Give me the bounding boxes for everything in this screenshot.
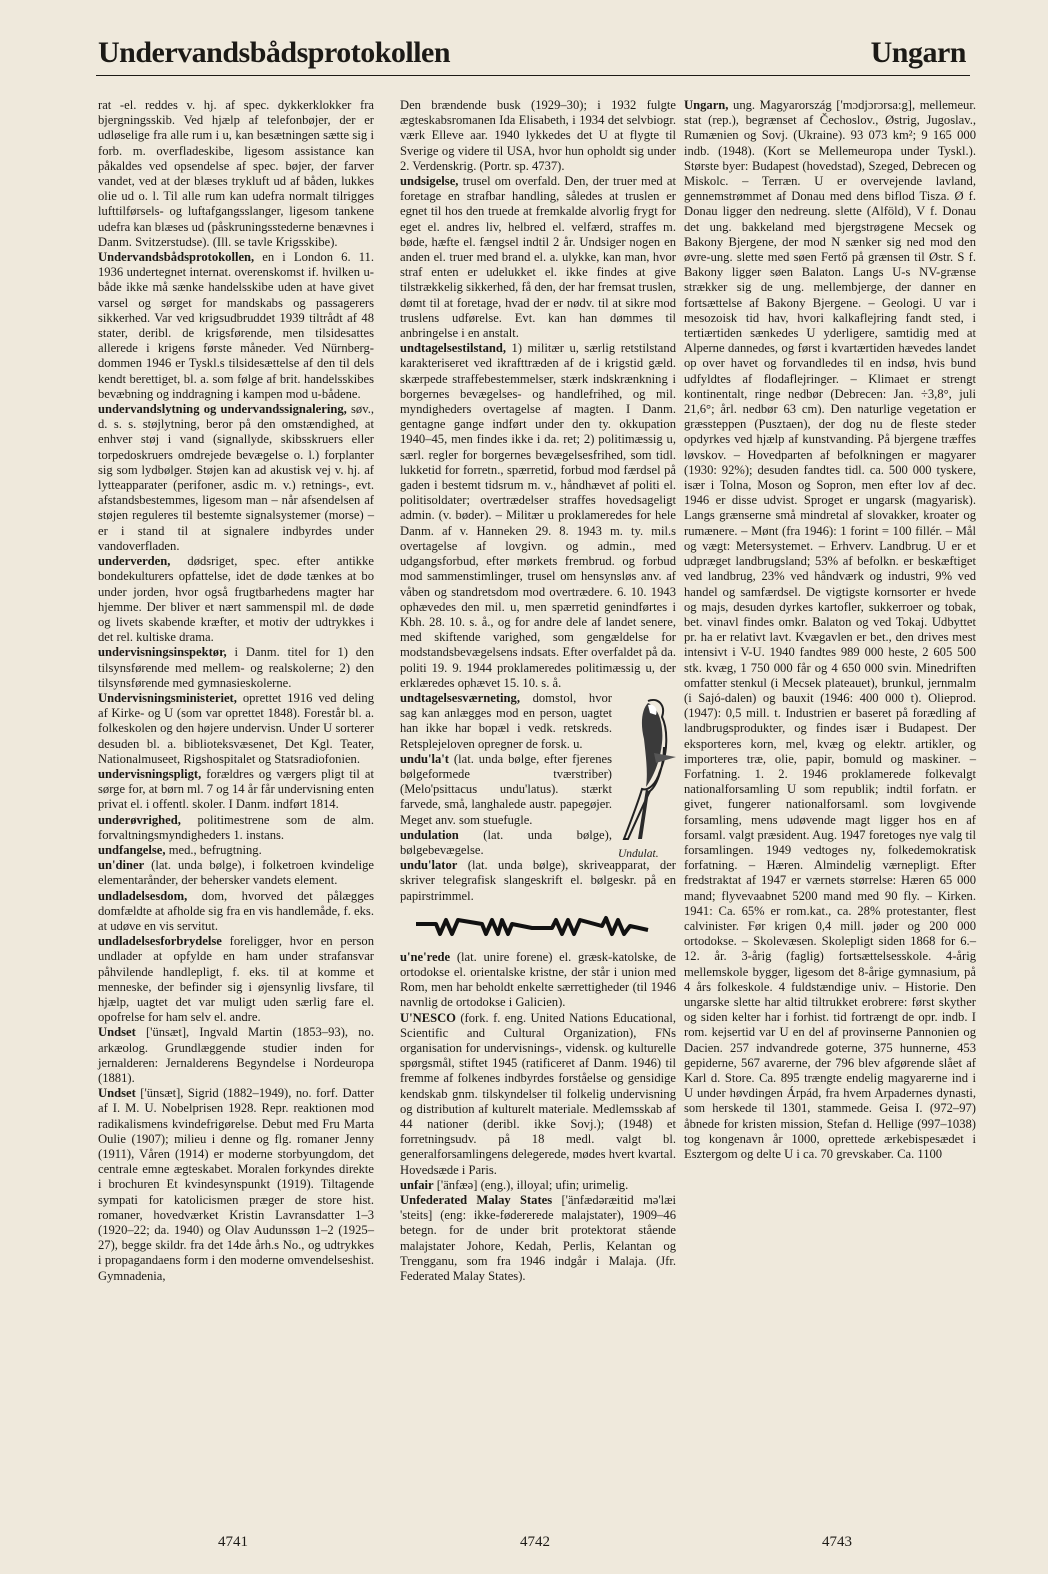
- entry-text: 1) militær u, særlig retstilstand karakteriseret ved ikrafttræden af de i krigstid gæld. skærpede straffebestemmelser, stærk indskrænkning i borgernes bevægelses- og handlefrihed, og mil. myndigheders overtagelse af magten. I Danm. gentagne gange indført under den ty. okkupation 1940–45, men findes ikke i da. ret; 2) politimæssig u, særl. regler for borgernes bevægelsesfrihed, som tidl. lukketid for forretn., spærretid, forbud mod færdsel på gaden i bestemt tidsrum m. v., håndhævet af politi el. politisoldater; overtrædelser straffes hovedsageligt admin. (v. bøder). – Militær u proklameredes for hele Danm. af v. Hanneken 29. 8. 1943 m. ty. mil.s overtagelse af lovgivn. og admin., med udgangsforbud, efter mørkets frembrud. og forbud mod sammenstimlinger, trusel om hensynsløs anv. af våben og standretsdom mod overtrædere. 6. 10. 1943 ophævedes den mil. u, men spærretid genindførtes i Kbh. 28. 10. s. å., og for andre dele af landet senere, med skiftende varighed, som gengældelse for modstandsbevægelsens indsats. Efter overfaldet på da. politi 19. 9. 1944 proklameredes politimæssig u, der erklæredes ophævet 15. 10. s. å.: [400, 341, 676, 690]
- entry-headword: undtagelsesværneting,: [400, 690, 520, 705]
- entry-headword: Unfederated Malay States: [400, 1193, 553, 1208]
- entry-text: med., befrugtning.: [165, 842, 262, 857]
- entry-headword: Undset: [98, 1025, 136, 1040]
- dictionary-entry: [400, 858, 676, 904]
- entry-headword: undulation: [400, 827, 459, 842]
- page-number-3: 4743: [822, 1534, 852, 1550]
- entry-text: rat -el. reddes v. hj. af spec. dykkerklokker fra bjergningsskib. Ved hjælp af telefonbøjer, der er udløselige fra alle rum i u, kan besætningen sætte sig i forb. m. overfladeskibe, ligesom assistance kan påkaldes ved opsendelse af spec. bøjer, der farver vandet, ved at der blæses trykluft ud af båden, lukkes olie ud o. l. Til alle rum kan udefra normalt tilrigges lufttilførsels- og luftafgangsslanger, ligesom tankene udefra kan blæses ud (påskruningsstederne benævnes i Danm. Svitzerstudse). (Ill. se tavle Krigsskibe).: [98, 98, 374, 249]
- entry-text: (fork. f. eng. United Nations Educational, Scientific and Cultural Organization), FNs organisation for undervisnings-, vidensk. og kulturelle spørgsmål, stiftet 1945 (ratificeret af Danm. 1946) til fremme af folkenes indbyrdes forståelse og gensidige kendskab gnm. tilskyndelser til folkelig undervisning og distribution af kulturelt materiale. Medlemsskab af 44 nationer (deribl. ikke Sovj.); (1948) et forretningsudv. på 18 medl. valgt bl. generalforsamlingens delegerede, mødes hvert kvartal. Hovedsæde i Paris.: [400, 1010, 676, 1177]
- entry-headword: Undset: [98, 1086, 136, 1101]
- entry-headword: undervisningspligt,: [98, 766, 202, 781]
- entry-text: Den brændende busk (1929–30); i 1932 fulgte ægteskabsromanen Ida Elisabeth, i 1934 det selvbiogr. værk Elleve aar. 1940 lykkedes det U at flygte til Sverige og videre til USA, hvor hun opholdt sig under 2. Verdenskrig. (Portr. sp. 4737).: [400, 98, 676, 173]
- dictionary-entry: [98, 402, 374, 554]
- dictionary-entry: [400, 1178, 676, 1193]
- entry-text: søv., d. s. s. støjlytning, beror på den omstændighed, at enhver støj i vand (signallyde, skibsskruers eller torpedoskruers omdrejede bevægelse o. l.) forplanter sig som lydbølger. Støjen kan ad akustisk vej v. hj. af lytteapparater (perifoner, asdic m. v.) retnings-, evt. afstandsbestemmes, ligesom man – når afsendelsen af støjen reguleres til bestemte signalsystemer (morse) – er i stand til at signalere indbyrdes under vandoverfladen.: [98, 402, 374, 553]
- entry-headword: U'NESCO: [400, 1010, 456, 1025]
- dictionary-entry: [98, 813, 374, 843]
- undulator-wave-illustration: [400, 912, 676, 942]
- entry-headword: underøvrighed,: [98, 812, 181, 827]
- entry-headword: Undervandsbådsprotokollen,: [98, 250, 255, 265]
- entry-headword: underverden,: [98, 554, 171, 569]
- entry-headword: undervisningsinspektør,: [98, 645, 227, 660]
- dictionary-entry: [98, 1025, 374, 1086]
- entry-headword: undsigelse,: [400, 174, 459, 189]
- entry-text: forældres og værgers pligt til at sørge for, at børn ml. 7 og 14 år får undervisning enten privat el. i offentl. skoler. I Danm. indført 1814.: [98, 766, 374, 812]
- page-number-2: 4742: [520, 1534, 550, 1550]
- entry-text: foreligger, hvor en person undlader at opfylde en ham under strafansvar påhvilende handlepligt, f. eks. til at komme et menneske, der befinder sig i øjensynlig livsfare, til hjælp, uagtet det var muligt uden særlig fare el. opofrelse for ham selv el. andre.: [98, 934, 374, 1025]
- entry-text: (lat. unda bølge), skriveapparat, der skriver telegrafisk slangeskrift el. bølgeskr. på en papirstrimmel.: [400, 858, 676, 903]
- dictionary-entry: [98, 645, 374, 691]
- dictionary-entry: [98, 98, 374, 250]
- entry-headword: Ungarn,: [684, 98, 729, 112]
- entry-text: ['änfæə] (eng.), illoyal; ufin; urimelig.: [433, 1177, 629, 1192]
- dictionary-entry: [400, 1011, 676, 1178]
- figure-caption: Undulat.: [618, 848, 659, 861]
- entry-headword: undtagelsestilstand,: [400, 341, 507, 356]
- dictionary-entry: [98, 767, 374, 813]
- dictionary-entry: [400, 174, 676, 341]
- dictionary-entry: [98, 934, 374, 1025]
- entry-text: en i London 6. 11. 1936 undertegnet internat. overenskomst if. hvilken u-både ikke må sænke handelsskibe uden at have givet varsel og sørget for mandskabs og passagerers sikkerhed. Var ved krigsudbruddet 1939 tiltrådt af 48 stater, deribl. de krigsførende, men tilsidesattes allerede i krigens første måneder. Ved Nürnberg-dommen 1946 er Tyskl.s tilsidesættelse af den til dels kendt berettiget, bl. a. som følge af brit. handelsskibes bevæbning og inddragning i kampen mod u-bådene.: [98, 250, 374, 401]
- dictionary-entry: [98, 843, 374, 858]
- entry-headword: undladelsesforbrydelse: [98, 934, 222, 949]
- entry-text: i Danm. titel for 1) den tilsynsførende med mellem- og realskolerne; 2) den tilsynsførende med gymnasieskolerne.: [98, 645, 374, 690]
- entry-text: domstol, hvor sag kan anlægges mod en person, uagtet han ikke har bopæl i vedk. retskreds. Retsplejeloven opregner de forsk. u.: [400, 690, 612, 751]
- entry-headword: un'diner: [98, 858, 145, 873]
- entry-text: ['änfædəræitid mə'læi 'steits] (eng: ikke-fødererede malajstater), 1909–46 betegn. for de under brit protektorat stående malajstater Johore, Kedah, Perlis, Kelantan og Trengganu, som fra 1946 indgår i Malaja. (Jfr. Federated Malay States).: [400, 1193, 676, 1284]
- entry-text: (lat. unda bølge), i folketroen kvindelige elementarånder, der behersker vandets element.: [98, 858, 374, 888]
- entry-headword: undervandslytning og undervandssignalering,: [98, 402, 347, 417]
- dictionary-entry: [98, 691, 374, 767]
- entry-headword: unfair: [400, 1177, 434, 1192]
- budgerigar-illustration: [618, 693, 680, 861]
- running-head-left: Undervandsbådsprotokollen: [98, 36, 451, 69]
- entry-text: oprettet 1916 ved deling af Kirke- og U (som var oprettet 1848). Forestår bl. a. folkeskolen og den højere undervisn. Under U sorterer desuden bl. a. biblioteksvæsenet, Det Kgl. Teater, Nationalmuseet, Rigshospitalet og Statsradiofonien.: [98, 690, 374, 766]
- entry-text: ung. Magyarország ['mɔdjɔrɔrsa:g], mellemeur. stat (rep.), begrænset af Čechoslov., Østrig, Jugoslav., Rumænien og Sovj. (Ukraine). 93 073 km²; 9 165 000 indb. (1948). (Kort se Mellemeuropa under Tyskl.). Største byer: Budapest (hovedstad), Szeged, Debrecen og Miskolc. – Terræn. U er overvejende lavland, gennemstrømmet af Donau med dens biflod Tisza. Ø f. Donau ligger den nedreung. slette (Alföld), V f. Donau det ung. bakkeland med bjergstrøgene Mecsek og Bakony Bjergene, der mod N sænker sig ned mod den øvre-ung. slette med søen Fertő på grænsen til Østr. S f. Bakony ligger søen Balaton. Langs U-s NV-grænse strækker sig de ung. mellembjerge, der danner en fortsættelse af Bakony Bjergene. – Geologi. U var i mesozoisk tid hav, hvori kalkaflejring fandt sted, i tertiærtiden sænkedes U yderligere, samtidig med at Alperne dannedes, og først i kvartærtiden hævedes landet op over havet og forvandledes til en indsø, hvis bund udfyldtes af flodaflejringer. – Klimaet er strengt kontinentalt, ringe nedbør (Debrecen: Jan. ÷3,8°, juli 21,6°; årl. nedbør 63 cm). Den naturlige vegetation er græssteppen (Pusztaen), der dog nu de fleste steder opdyrkes ved hjælp af kunstvanding. På bjergene træffes løvskov. – Hovedparten af befolkningen er magyarer (1930: 92%); desuden fandtes tidl. ca. 500 000 tyskere, især i Tolna, Moson og Sopron, men efter lov af dec. 1946 er disse udvist. Sproget er ungarsk (magyarisk). Langs grænserne små mindretal af slovakker, kroater og rumænere. – Mønt (fra 1946): 1 forint = 100 fillér. – Mål og vægt: Metersystemet. – Erhverv. Landbrug. U er et udpræget landbrugsland; 53% af befolkn. er beskæftiget ved landbrug, 23% ved håndværk og industri, 9% ved handel og samfærdsel. De vigtigste kornsorter er hvede og majs, desuden dyrkes kartofler, sukkerroer og tobak, bet. vinavl findes omkr. Balaton og ved Tokaj. Udbyttet pr. ha er relativt lavt. Kvægavlen er bet., den drives mest intensivt i V-U. 1940 fandtes 989 000 heste, 2 605 500 stk. kvæg, 1 750 000 får og 4 650 000 svin. Minedriften omfatter stenkul (i Mecsek plateauet), brunkul, jernmalm (i Sajó-dalen) og bauxit (1946: 400 000 t). Olieprod. (1947): 0,5 mill. t. Industrien er baseret på forædling af landbrugsprodukter, og findes især i Budapest. Der eksporteres korn, mel, kvæg og elektr. artikler, og importeres træ, olie, papir, bomuld og maskiner. – Forfatning. 1. 2. 1946 proklamerede folkevalgt nationalforsamling U som republik; indtil forfatn. er givet, fungerer nationalforsaml. som lovgivende forsamling, mens udøvende magt ligger hos en af forsaml. valgt præsident. Aug. 1947 foretoges nye valg til forsamlingen. 1949 vedtoges ny, folkedemokratisk forfatning. – Hæren. Almindelig værnepligt. Efter fredstraktat af 1947 er værnets størrelse: Hæren 65 000 mand; flyvevaabnet 5200 mand med 90 fly. – Kirken. 1941: Ca. 65% er rom.kat., ca. 28% protestanter, flest calvinister. Før krigen 0,4 mill. jøder og 200 000 ortodokse. – Skolevæsen. Skolepligt siden 1868 for 6.–12. år. 3-årig (faglig) fortsættelsesskole. 4-årig mellemskole bygger, ligesom det 8-årige gymnasium, på 4 års folkeskole. 4 fuldstændige univ. – Historie. Den ungarske slette har altid tiltrukket erobrere: først skyther og siden kelter har i forhist. tid fortrængt de opr. indb. I rom. kejsertid var U en del af provinserne Pannonien og Dacien. 257 indvandrede goterne, 375 hunnerne, 453 gepiderne, 567 avarerne, der 796 blev afgørende slået af Karl d. Store. Ca. 895 trængte endelig magyarerne ind i U under høvdingen Árpád, fra hvem Arpadernes dynasti, som herskede til 1301, stammede. Geisa I. (972–97) åbnede for kristen mission, Stefan d. Hellige (997–1038) tog kongenavn år 1000, oprettede ærkebispesædet i Esztergom og delte U i ca. 70 grevskaber. Ca. 1100: [684, 98, 976, 1162]
- dictionary-entry: [400, 98, 676, 174]
- dictionary-entry: [98, 250, 374, 402]
- dictionary-entry: [98, 554, 374, 645]
- dictionary-entry: [400, 341, 676, 691]
- running-head-right: Ungarn: [870, 36, 966, 69]
- entry-text: politimestrene som de alm. forvaltningsmyndigheders 1. instans.: [98, 812, 374, 842]
- dictionary-entry: [98, 858, 374, 888]
- entry-headword: undfangelse,: [98, 842, 166, 857]
- entry-text: dom, hvorved det pålægges domfældte at afholde sig fra en vis handlemåde, f. eks. at udøve en vis servitut.: [98, 888, 374, 933]
- column-2: [400, 98, 676, 1284]
- entry-text: ['ünsæt], Sigrid (1882–1949), no. forf. Datter af I. M. U. Nobelprisen 1928. Repr. reaktionen mod radikalismens kvindefrigørelse. Debut med Fru Marta Oulie (1907); milieu i denne og flg. romaner Jenny (1911), Våren (1914) er moderne storbyungdom, det centrale emne ægteskabet. Moralen forkyndes direkte i brochuren Et kvindesynspunkt (1919). Tiltagende sympati for katolicismen præger de store hist. romaner, hovedværket Kristin Lavransdatter 1–3 (1920–22; da. 1940) og Olav Audunssøn 1–2 (1925–27), begge skildr. fra det 14de årh.s No., og udtrykkes i propagandaens form i den moderne omvendelseshist. Gymnadenia,: [98, 1086, 374, 1283]
- entry-headword: Undervisningsministeriet,: [98, 690, 237, 705]
- entry-text: (lat. unda bølge, efter fjerenes bølgeformede tværstriber) (Melo'psittacus undu'latus). stærkt farvede, små, langhalede austr. papegøjer. Meget anv. som stuefugle.: [400, 751, 612, 827]
- header-rule: [96, 75, 970, 76]
- entry-headword: undladelsesdom,: [98, 888, 188, 903]
- entry-text: dødsriget, spec. efter antikke bondekulturers opfattelse, idet de døde tænkes at bo under jorden, hvor også frugtbarhedens magter har hjemme. Der bliver et nært sammenspil ml. de døde og livets skabende kræfter, et motiv der udtrykkes i det rel. kultiske drama.: [98, 554, 374, 645]
- dictionary-entry: [400, 950, 676, 1011]
- column-3: [684, 98, 976, 1162]
- dictionary-entry: [98, 1086, 374, 1284]
- entry-text: (lat. unda bølge), bølgebevægelse.: [400, 827, 612, 857]
- dictionary-entry: [684, 98, 976, 1162]
- entry-text: ['ünsæt], Ingvald Martin (1853–93), no. arkæolog. Grundlæggende studier inden for jernalderen: Jernalderens Begyndelse i Nordeuropa (1881).: [98, 1025, 374, 1085]
- entry-text: (lat. unire forene) el. græsk-katolske, de ortodokse el. orientalske kristne, der står i union med Rom, men har beholdt enkelte særrettigheder (til 1946 navnlig de ortodokse i Galicien).: [400, 949, 676, 1010]
- entry-headword: undu'lator: [400, 858, 458, 873]
- dictionary-entry: [400, 1193, 676, 1284]
- page-number-1: 4741: [218, 1534, 248, 1550]
- column-1: [98, 98, 374, 1284]
- entry-headword: u'ne'rede: [400, 949, 451, 964]
- dictionary-entry: [98, 889, 374, 935]
- entry-headword: undu'la't: [400, 751, 450, 766]
- entry-text: trusel om overfald. Den, der truer med at foretage en strafbar handling, således at truslen er egnet til hos den truede at fremkalde alvorlig frygt for eget el. andres liv, helbred el. velfærd, straffes m. bøde, hæfte el. fængsel indtil 2 år. Undsiger nogen en anden el. truer med brand el. a. ulykke, kan man, hvor straf enten er udelukket el. ikke findes at give tilstrækkelig sikkerhed, få den, der har fremsat truslen, dømt til at foretage, hvad der er nødv. til at sikre mod truslens udførelse. Evt. kan han dømmes til anbringelse i en anstalt.: [400, 174, 676, 341]
